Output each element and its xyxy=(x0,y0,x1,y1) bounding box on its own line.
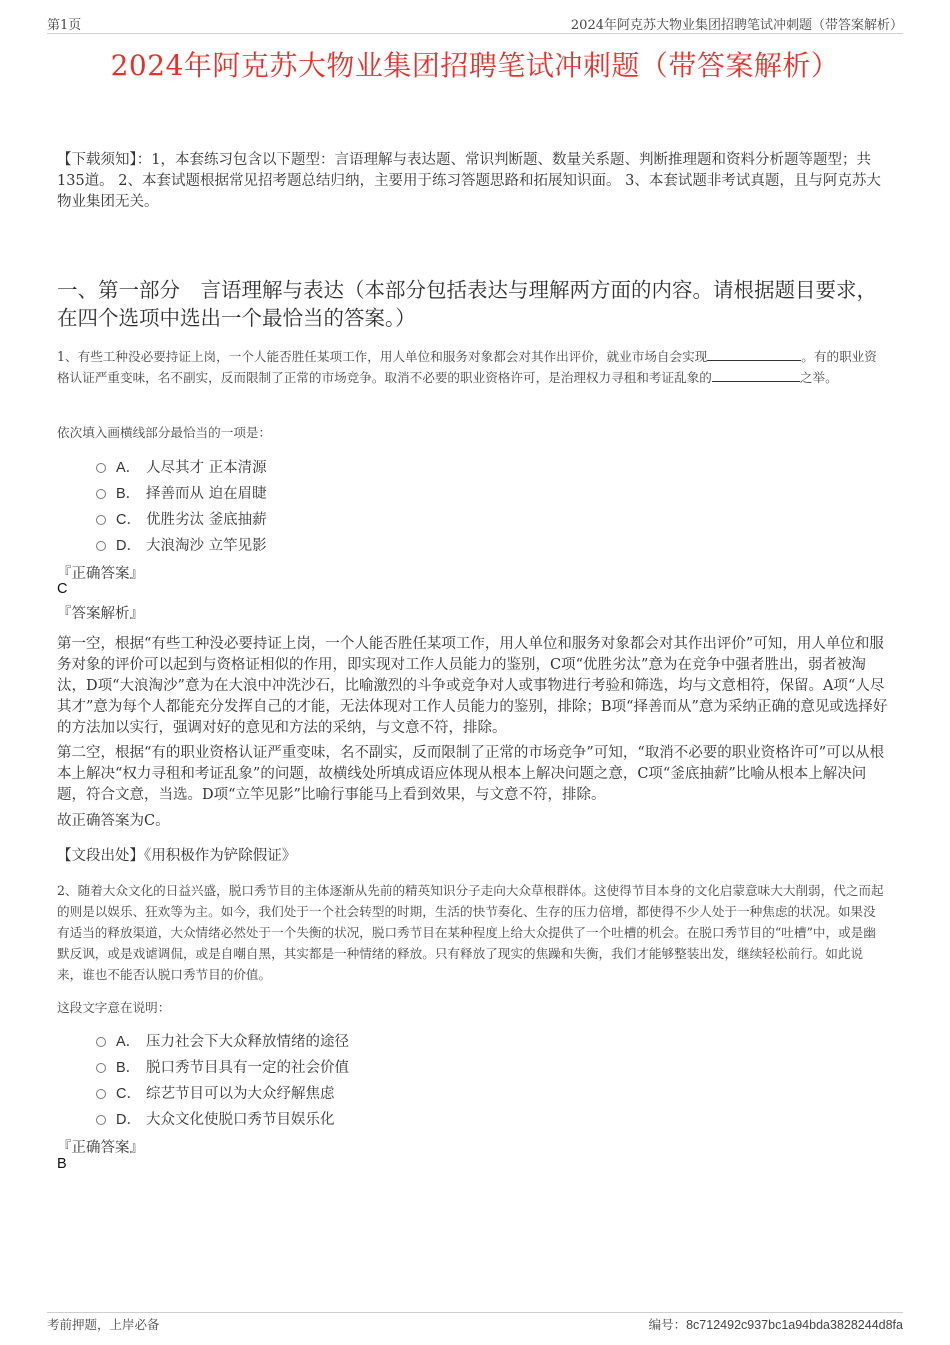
question-1-options xyxy=(96,453,267,557)
analysis-conclusion: 故正确答案为C。 xyxy=(57,813,170,829)
running-header-title: 2024年阿克苏大物业集团招聘笔试冲刺题（带答案解析） xyxy=(570,18,903,33)
analysis-label: 『答案解析』 xyxy=(57,606,144,622)
analysis-paragraph-1: 第一空，根据“有些工种没必要持证上岗，一个人能否胜任某项工作，用人单位和服务对象都会对其作出评价”可知，用人单位和服务对象的评价可以起到与资格证相似的作用，即实现对工作人员能力的鉴别，C项“优胜劣汰”意为在竞争中强者胜出，弱者被淘汰，D项“大浪淘沙”意为在大浪中冲洗沙石，比喻激烈的斗争或竞争对人或事物进行考验和筛选，均与文意相符，保留。A项“人尽其才”意为每个人都能充分发挥自己的才能，无法体现对工作人员能力的鉴别，排除；B项“择善而从”意为采纳正确的意见或选择好的方法加以实行，强调对好的意见和方法的采纳，与文意不符，排除。 xyxy=(57,636,888,736)
answer-value: B xyxy=(57,1156,67,1172)
radio-button[interactable] xyxy=(96,1115,106,1125)
option-b[interactable]: B． 择善而从 迫在眉睫 xyxy=(96,479,267,505)
radio-button[interactable] xyxy=(96,1037,106,1047)
fill-blank-2 xyxy=(712,369,800,382)
radio-button[interactable] xyxy=(96,463,106,473)
question-1-text: 1、有些工种没必要持证上岗，一个人能否胜任某项工作，用人单位和服务对象都会对其作出评价，就业市场自会实现 。有的职业资格认证严重变味，名不副实，反而限制了正常的市场竞争。取消不必要的职业资格许可，是治理权力寻租和考证乱象的 之举。 xyxy=(57,349,877,385)
option-a[interactable]: A． 人尽其才 正本清源 xyxy=(96,453,267,479)
question-1-prompt: 依次填入画横线部分最恰当的一项是： xyxy=(57,425,272,440)
option-c[interactable]: C． 综艺节目可以为大众纾解焦虑 xyxy=(96,1079,349,1105)
analysis-paragraph-2: 第二空，根据“有的职业资格认证严重变味，名不副实，反而限制了正常的市场竞争”可知，“取消不必要的职业资格许可”可以从根本上解决“权力寻租和考证乱象”的问题，故横线处所填成语应体现从根本上解决问题之意，C项“釜底抽薪”比喻从根本上解决问题，符合文意，当选。D项“立竿见影”比喻行事能马上看到效果，与文意不符，排除。 xyxy=(57,745,885,803)
fill-blank-1 xyxy=(707,348,801,361)
radio-button[interactable] xyxy=(96,515,106,525)
option-d[interactable]: D． 大众文化使脱口秀节目娱乐化 xyxy=(96,1105,349,1131)
page-number: 第1页 xyxy=(47,18,82,33)
footer-divider xyxy=(47,1312,903,1313)
question-2-options xyxy=(96,1027,349,1131)
option-c[interactable]: C． 优胜劣汰 釜底抽薪 xyxy=(96,505,267,531)
header-divider xyxy=(47,33,903,34)
section-heading: 一、第一部分 言语理解与表达（本部分包括表达与理解两方面的内容。请根据题目要求，在四个选项中选出一个最恰当的答案。） xyxy=(57,278,877,330)
document-code: 编号：8c712492c937bc1a94bda3828244d8fa xyxy=(648,1317,903,1332)
footer-slogan: 考前押题，上岸必备 xyxy=(47,1317,160,1332)
passage-source: 【文段出处】《用积极作为铲除假证》 xyxy=(57,848,297,864)
answer-value: C xyxy=(57,581,68,597)
option-b[interactable]: B． 脱口秀节目具有一定的社会价值 xyxy=(96,1053,349,1079)
radio-button[interactable] xyxy=(96,489,106,499)
document-title: 2024年阿克苏大物业集团招聘笔试冲刺题（带答案解析） xyxy=(110,49,840,82)
option-d[interactable]: D． 大浪淘沙 立竿见影 xyxy=(96,531,267,557)
answer-label: 『正确答案』 xyxy=(57,1140,144,1156)
download-notice: 【下载须知】：1，本套练习包含以下题型：言语理解与表达题、常识判断题、数量关系题、判断推理题和资料分析题等题型；共135道。 2、本套试题根据常见招考题总结归纳，主要用于练习答题思路和拓展知识面。 3、本套试题非考试真题，且与阿克苏大物业集团无关。 xyxy=(57,152,881,210)
option-a[interactable]: A． 压力社会下大众释放情绪的途径 xyxy=(96,1027,349,1053)
question-2-prompt: 这段文字意在说明： xyxy=(57,1000,171,1015)
radio-button[interactable] xyxy=(96,1063,106,1073)
question-2-text: 2、随着大众文化的日益兴盛，脱口秀节目的主体逐渐从先前的精英知识分子走向大众草根群体。这使得节目本身的文化启蒙意味大大削弱，代之而起的则是以娱乐、狂欢等为主。如今，我们处于一个社会转型的时期，生活的快节奏化、生存的压力倍增，都使得不少人处于一种焦虑的状况。如果没有适当的释放渠道，大众情绪必然处于一个失衡的状况，脱口秀节目在某种程度上给大众提供了一个吐槽的机会。在脱口秀节目的“吐槽”中，或是幽默反讽，或是戏谑调侃，或是自嘲自黑，其实都是一种情绪的释放。只有释放了现实的焦躁和失衡，我们才能够整装出发，继续轻松前行。如此说来，谁也不能否认脱口秀节目的价值。 xyxy=(57,883,884,982)
answer-label: 『正确答案』 xyxy=(57,566,144,582)
radio-button[interactable] xyxy=(96,1089,106,1099)
radio-button[interactable] xyxy=(96,541,106,551)
